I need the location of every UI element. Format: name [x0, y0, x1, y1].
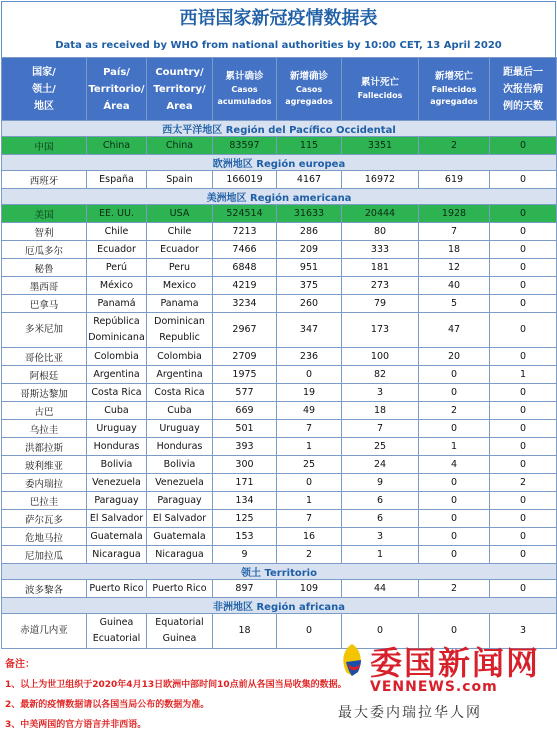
note-item: 1、以上为世卫组织于2020年4月13日欧洲中部时间10点前从各国当局收集的数据。: [5, 680, 347, 690]
cell-en: Dominican Republic: [147, 313, 213, 348]
section-label: 欧洲地区 Región europea: [2, 155, 557, 171]
cell-newdeaths: 18: [419, 241, 490, 259]
cell-cn: 危地马拉: [2, 528, 87, 546]
header-cases: 累计确诊 Casos acumulados: [213, 58, 277, 121]
cell-en: Guatemala: [147, 528, 213, 546]
cell-days: 0: [490, 492, 557, 510]
cell-es: República Dominicana: [87, 313, 147, 348]
cell-new: 286: [277, 223, 342, 241]
cell-new: 7: [277, 510, 342, 528]
cell-deaths: 9: [342, 474, 419, 492]
cell-deaths: 20444: [342, 205, 419, 223]
cell-cn: 巴拿马: [2, 295, 87, 313]
cell-new: 4167: [277, 171, 342, 189]
cell-en: Mexico: [147, 277, 213, 295]
cell-days: 0: [490, 420, 557, 438]
cell-new: 7: [277, 420, 342, 438]
cell-es: Argentina: [87, 366, 147, 384]
cell-es: EE. UU.: [87, 205, 147, 223]
header-region-cn: 国家/ 领土/ 地区: [2, 58, 87, 121]
header-region-en: Country/ Territory/ Area: [147, 58, 213, 121]
cell-es: Chile: [87, 223, 147, 241]
cell-new: 260: [277, 295, 342, 313]
cell-deaths: 16972: [342, 171, 419, 189]
cell-deaths: 80: [342, 223, 419, 241]
cell-cases: 2967: [213, 313, 277, 348]
cell-days: 0: [490, 438, 557, 456]
cell-cases: 2709: [213, 348, 277, 366]
cell-new: 347: [277, 313, 342, 348]
table-row: [2, 402, 557, 420]
cell-deaths: 79: [342, 295, 419, 313]
cell-days: 0: [490, 259, 557, 277]
cell-newdeaths: 0: [419, 614, 490, 649]
table-row: [2, 241, 557, 259]
cell-days: 0: [490, 510, 557, 528]
cell-cases: 166019: [213, 171, 277, 189]
cell-es: Uruguay: [87, 420, 147, 438]
table-row: [2, 277, 557, 295]
table-row: [2, 456, 557, 474]
flag-icon: [338, 642, 366, 678]
cell-en: Equatorial Guinea: [147, 614, 213, 649]
cell-days: 0: [490, 137, 557, 155]
cell-es: Colombia: [87, 348, 147, 366]
cell-cn: 厄瓜多尔: [2, 241, 87, 259]
vennews-logo: [336, 638, 551, 728]
cell-days: 0: [490, 348, 557, 366]
cell-en: Colombia: [147, 348, 213, 366]
cell-cn: 多米尼加: [2, 313, 87, 348]
cell-cases: 669: [213, 402, 277, 420]
cell-deaths: 18: [342, 402, 419, 420]
header-days: 距最后一 次报告病 例的天数: [490, 58, 557, 121]
cell-days: 0: [490, 171, 557, 189]
cell-en: Panama: [147, 295, 213, 313]
table-row: [2, 223, 557, 241]
cell-days: 3: [490, 614, 557, 649]
table-row: [2, 348, 557, 366]
cell-deaths: 181: [342, 259, 419, 277]
cell-newdeaths: 0: [419, 384, 490, 402]
table-row: [2, 420, 557, 438]
cell-es: Perú: [87, 259, 147, 277]
cell-cases: 1975: [213, 366, 277, 384]
cell-deaths: 82: [342, 366, 419, 384]
cell-cn: 古巴: [2, 402, 87, 420]
table-row: [2, 474, 557, 492]
cell-es: Cuba: [87, 402, 147, 420]
cell-new: 25: [277, 456, 342, 474]
cell-deaths: 273: [342, 277, 419, 295]
cell-en: Venezuela: [147, 474, 213, 492]
cell-deaths: 7: [342, 420, 419, 438]
cell-days: 0: [490, 546, 557, 564]
cell-en: Ecuador: [147, 241, 213, 259]
cell-deaths: 333: [342, 241, 419, 259]
cell-new: 115: [277, 137, 342, 155]
cell-days: 1: [490, 366, 557, 384]
cell-en: Honduras: [147, 438, 213, 456]
note-item: 3、中美两国的官方语言并非西语。: [5, 720, 147, 730]
section-label: 领土 Territorio: [2, 564, 557, 580]
cell-es: Honduras: [87, 438, 147, 456]
cell-cn: 赤道几内亚: [2, 614, 87, 649]
cell-cases: 125: [213, 510, 277, 528]
header-region-es: País/ Territorio/ Área: [87, 58, 147, 121]
cell-new: 0: [277, 474, 342, 492]
cell-cn: 阿根廷: [2, 366, 87, 384]
cell-new: 375: [277, 277, 342, 295]
cell-newdeaths: 40: [419, 277, 490, 295]
cell-cn: 智利: [2, 223, 87, 241]
section-header: [2, 189, 557, 205]
cell-deaths: 100: [342, 348, 419, 366]
page-title: 西语国家新冠疫情数据表: [1, 1, 556, 35]
cell-newdeaths: 0: [419, 528, 490, 546]
cell-newdeaths: 47: [419, 313, 490, 348]
cell-newdeaths: 0: [419, 492, 490, 510]
cell-es: Paraguay: [87, 492, 147, 510]
cell-cases: 577: [213, 384, 277, 402]
cell-cases: 300: [213, 456, 277, 474]
cell-es: Venezuela: [87, 474, 147, 492]
cell-cn: 哥伦比亚: [2, 348, 87, 366]
cell-cases: 897: [213, 580, 277, 598]
cell-days: 0: [490, 456, 557, 474]
section-header: [2, 598, 557, 614]
table-row: [2, 259, 557, 277]
section-label: 美洲地区 Región americana: [2, 189, 557, 205]
cell-new: 31633: [277, 205, 342, 223]
cell-cases: 393: [213, 438, 277, 456]
cell-cn: 波多黎各: [2, 580, 87, 598]
note-item: 2、最新的疫情数据请以各国当局公布的数据为准。: [5, 700, 210, 710]
cell-deaths: 3: [342, 528, 419, 546]
cell-en: Spain: [147, 171, 213, 189]
header-new-cases: 新增确诊 Casos agregados: [277, 58, 342, 121]
data-table: [1, 57, 557, 649]
cell-days: 0: [490, 223, 557, 241]
cell-newdeaths: 0: [419, 546, 490, 564]
cell-en: Bolivia: [147, 456, 213, 474]
cell-es: El Salvador: [87, 510, 147, 528]
cell-new: 209: [277, 241, 342, 259]
cell-days: 0: [490, 205, 557, 223]
cell-es: México: [87, 277, 147, 295]
cell-deaths: 25: [342, 438, 419, 456]
cell-days: 0: [490, 313, 557, 348]
cell-cases: 4219: [213, 277, 277, 295]
cell-cn: 尼加拉瓜: [2, 546, 87, 564]
cell-cases: 171: [213, 474, 277, 492]
cell-newdeaths: 2: [419, 580, 490, 598]
cell-days: 0: [490, 295, 557, 313]
cell-cases: 153: [213, 528, 277, 546]
cell-cn: 中国: [2, 137, 87, 155]
cell-newdeaths: 1928: [419, 205, 490, 223]
cell-en: USA: [147, 205, 213, 223]
header-new-deaths: 新增死亡 Fallecidos agregados: [419, 58, 490, 121]
cell-days: 0: [490, 277, 557, 295]
cell-days: 0: [490, 528, 557, 546]
cell-en: Costa Rica: [147, 384, 213, 402]
cell-deaths: 3: [342, 384, 419, 402]
table-row: [2, 366, 557, 384]
cell-deaths: 173: [342, 313, 419, 348]
cell-newdeaths: 0: [419, 366, 490, 384]
cell-en: Peru: [147, 259, 213, 277]
header-deaths: 累计死亡 Fallecidos: [342, 58, 419, 121]
logo-name: 委国新闻网: [370, 644, 541, 682]
table-row: [2, 171, 557, 189]
cell-days: 0: [490, 402, 557, 420]
cell-es: España: [87, 171, 147, 189]
notes-title: 备注：: [5, 659, 35, 670]
cell-en: Puerto Rico: [147, 580, 213, 598]
cell-cn: 洪都拉斯: [2, 438, 87, 456]
cell-es: Guinea Ecuatorial: [87, 614, 147, 649]
cell-cn: 萨尔瓦多: [2, 510, 87, 528]
data-sheet: [1, 1, 556, 735]
table-row: [2, 546, 557, 564]
cell-newdeaths: 12: [419, 259, 490, 277]
cell-cases: 7466: [213, 241, 277, 259]
cell-new: 2: [277, 546, 342, 564]
table-row: [2, 313, 557, 348]
cell-es: Costa Rica: [87, 384, 147, 402]
cell-en: Uruguay: [147, 420, 213, 438]
section-header: [2, 564, 557, 580]
cell-cases: 7213: [213, 223, 277, 241]
table-row: [2, 438, 557, 456]
cell-cases: 83597: [213, 137, 277, 155]
cell-es: Ecuador: [87, 241, 147, 259]
cell-newdeaths: 619: [419, 171, 490, 189]
cell-cn: 委内瑞拉: [2, 474, 87, 492]
cell-days: 0: [490, 241, 557, 259]
cell-en: Paraguay: [147, 492, 213, 510]
cell-new: 1: [277, 492, 342, 510]
cell-cases: 3234: [213, 295, 277, 313]
table-row: [2, 580, 557, 598]
table-row: [2, 205, 557, 223]
cell-es: Puerto Rico: [87, 580, 147, 598]
section-label: 非洲地区 Región africana: [2, 598, 557, 614]
cell-en: El Salvador: [147, 510, 213, 528]
cell-es: Nicaragua: [87, 546, 147, 564]
section-label: 西太平洋地区 Región del Pacífico Occidental: [2, 121, 557, 137]
cell-newdeaths: 2: [419, 402, 490, 420]
cell-cases: 501: [213, 420, 277, 438]
cell-days: 0: [490, 580, 557, 598]
table-header-row: [2, 58, 557, 121]
table-row: [2, 528, 557, 546]
cell-days: 2: [490, 474, 557, 492]
cell-en: China: [147, 137, 213, 155]
cell-new: 16: [277, 528, 342, 546]
cell-deaths: 1: [342, 546, 419, 564]
cell-newdeaths: 20: [419, 348, 490, 366]
table-row: [2, 384, 557, 402]
cell-deaths: 3351: [342, 137, 419, 155]
cell-new: 0: [277, 614, 342, 649]
cell-new: 19: [277, 384, 342, 402]
cell-deaths: 24: [342, 456, 419, 474]
cell-new: 1: [277, 438, 342, 456]
cell-cn: 哥斯达黎加: [2, 384, 87, 402]
section-header: [2, 121, 557, 137]
cell-new: 951: [277, 259, 342, 277]
cell-new: 236: [277, 348, 342, 366]
cell-cases: 134: [213, 492, 277, 510]
cell-es: Bolivia: [87, 456, 147, 474]
table-row: [2, 510, 557, 528]
cell-deaths: 6: [342, 492, 419, 510]
cell-cn: 美国: [2, 205, 87, 223]
cell-cn: 西班牙: [2, 171, 87, 189]
cell-new: 109: [277, 580, 342, 598]
cell-newdeaths: 4: [419, 456, 490, 474]
cell-newdeaths: 2: [419, 137, 490, 155]
cell-cn: 玻利维亚: [2, 456, 87, 474]
cell-cn: 巴拉圭: [2, 492, 87, 510]
cell-es: Panamá: [87, 295, 147, 313]
table-row: [2, 137, 557, 155]
cell-es: China: [87, 137, 147, 155]
logo-slogan: 最大委内瑞拉华人网: [338, 705, 482, 721]
cell-deaths: 6: [342, 510, 419, 528]
cell-newdeaths: 0: [419, 474, 490, 492]
cell-days: 0: [490, 384, 557, 402]
page-subtitle: Data as received by WHO from national authorities by 10:00 CET, 13 April 2020: [1, 35, 556, 57]
table-row: [2, 492, 557, 510]
cell-cases: 524514: [213, 205, 277, 223]
cell-new: 0: [277, 366, 342, 384]
cell-en: Argentina: [147, 366, 213, 384]
table-row: [2, 295, 557, 313]
cell-cases: 6848: [213, 259, 277, 277]
cell-cn: 墨西哥: [2, 277, 87, 295]
cell-newdeaths: 5: [419, 295, 490, 313]
cell-newdeaths: 7: [419, 223, 490, 241]
cell-cn: 秘鲁: [2, 259, 87, 277]
cell-new: 49: [277, 402, 342, 420]
section-header: [2, 155, 557, 171]
cell-newdeaths: 0: [419, 510, 490, 528]
cell-en: Cuba: [147, 402, 213, 420]
cell-en: Chile: [147, 223, 213, 241]
cell-en: Nicaragua: [147, 546, 213, 564]
cell-deaths: 44: [342, 580, 419, 598]
logo-url: VENNEWS.com: [370, 679, 498, 695]
cell-cases: 18: [213, 614, 277, 649]
cell-newdeaths: 0: [419, 420, 490, 438]
cell-es: Guatemala: [87, 528, 147, 546]
cell-deaths: 0: [342, 614, 419, 649]
cell-cn: 乌拉圭: [2, 420, 87, 438]
cell-cases: 9: [213, 546, 277, 564]
cell-newdeaths: 1: [419, 438, 490, 456]
